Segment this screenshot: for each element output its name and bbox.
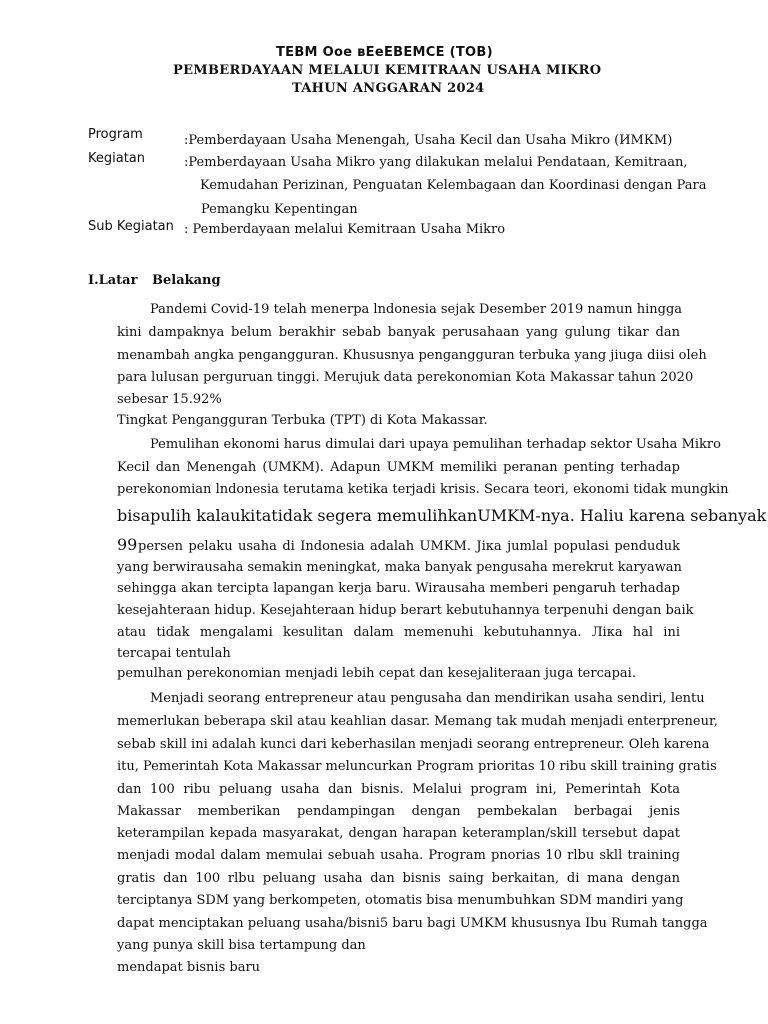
p2-line-2: Kecil dan Menengah (UMKM). Adapun UMKM memiliki peranan penting terhadap [117,460,680,475]
kegiatan-label: Kegiatan [88,151,146,166]
section-number: I.Latar [88,273,138,288]
p1-line-6: Tingkat Pengangguran Terbuka (TPT) di Kota Makassar. [117,413,488,428]
p3-line-6: Makassar memberikan pendampingan dengan pembekalan berbagai jenis [117,804,680,819]
p3-line-1: Menjadi seorang entrepreneur atau pengusaha dan mendirikan usaha sendiri, lentu [150,691,705,706]
section-title: Belakang [152,273,221,288]
p2-line-12: pemulhan perekonomian menjadi lebih cepat dan kesejaliteraan juga tercapai. [117,666,636,681]
p2-line-4: bisapulih kalaukitatidak segera memulihkanUMKM-nya. Haliu karena sebanyak [117,506,767,525]
kegiatan-line-1: :Pemberdayaan Usaha Mikro yang dilakukan melalui Pendataan, Kemitraan, [184,155,688,170]
p2-line-8: sehingga akan tercipta lapangan kerja baru. Wirausaha memberi pengaruh terhadap [117,581,680,596]
p3-line-3: sebab skill ini adalah kunci dari keberhasilan menjadi seorang entrepreneur. Oleh karena [117,737,710,752]
p1-line-5: sebesar 15.92% [117,392,222,407]
p3-line-7: keterampilan kepada masyarakat, dengan harapan keteramplan/skill tersebut dapat [117,826,680,841]
p3-line-8: menjadi modal dalam memulai sebuah usaha. Program pnorias 10 rlbu skll training [117,848,680,863]
p3-line-13: mendapat bisnis baru [117,960,261,975]
p3-line-12: yang punya skill bisa tertampung dan [117,938,366,953]
p1-line-2: kini dampaknya belum berakhir sebab banyak perusahaan yang gulung tikar dan [117,325,680,340]
p2-line-6: persen pelaku usaha di Indonesia adalah UMKM. Jiкa jumlal populasi penduduk [138,539,680,554]
p1-line-4: para lulusan perguruan tinggi. Merujuk data perekonomian Kota Makassar tahun 2020 [117,370,694,385]
program-label: Program [88,127,143,142]
p3-line-2: memerlukan beberapa skil atau keahlian dasar. Memang tak mudah menjadi enterpreneur, [117,714,718,729]
p2-line-10: atau tidak mengalami kesulitan dalam memenuhi kebutuhannya. Лiкa hal ini [117,625,680,640]
p2-line-11: tercapai tentulah [117,646,231,661]
kegiatan-line-3: Pemangku Kepentingan [201,202,358,217]
program-value: :Pemberdayaan Usaha Menengah, Usaha Kecil dan Usaha Mikro (ИМКМ) [184,133,673,148]
sub-kegiatan-value: : Pemberdayaan melalui Kemitraan Usaha Mikro [184,222,506,237]
p1-line-1: Pandemi Covid-19 telah menerpa lndonesia sejak Desember 2019 namun hingga [150,302,683,317]
p2-line-7: yang berwirausaha semakin meningkat, maka banyak pengusaha merekrut karyawan [117,560,682,575]
p3-line-4: itu, Pemerintah Kota Makassar meluncurkan Program prioritas 10 ribu skill training gratis [117,759,717,774]
p2-line-9: kesejahteraan hidup. Kesejahteraan hidup berart kebutuhannya terpenuhi dengan baik [117,603,694,618]
p2-line-3: perekonomian lndonesia terutama ketika terjadi krisis. Secara teori, ekonomi tidak mungkin [117,482,729,497]
sub-kegiatan-label: Sub Kegiatan [88,219,174,234]
doc-title: PEMBERDAYAAN MELALUI KEMITRAAN USAHA MIKRO [173,63,602,78]
p3-line-9: gratis dan 100 rlbu peluang usaha dan bisnis saing berkaitan, di mana dengan [117,871,680,886]
p1-line-3: menambah angka pengangguran. Khususnya pengangguran terbuka yang jiuga diisi oleh [117,348,707,363]
doc-header-line1: TEBM Ooe вEeEBEMCE (TOB) [276,45,493,60]
doc-year: TAHUN ANGGARAN 2024 [292,81,485,96]
p2-line-5: 99 [117,535,138,554]
p3-line-10: terciptanya SDM yang berkompeten, otomatis bisa menumbuhkan SDM mandiri yang [117,893,684,908]
p3-line-5: dan 100 ribu peluang usaha dan bisnis. Melalui program ini, Pemerintah Kota [117,782,680,797]
p2-line-1: Pemulihan ekonomi harus dimulai dari upaya pemulihan terhadap sektor Usaha Mikro [150,437,721,452]
kegiatan-line-2: Kemudahan Perizinan, Penguatan Kelembagaan dan Koordinasi dengan Para [200,178,707,193]
p3-line-11: dapat menciptakan peluang usaha/bisni5 baru bagi UMKM khususnya Ibu Rumah tangga [117,916,708,931]
